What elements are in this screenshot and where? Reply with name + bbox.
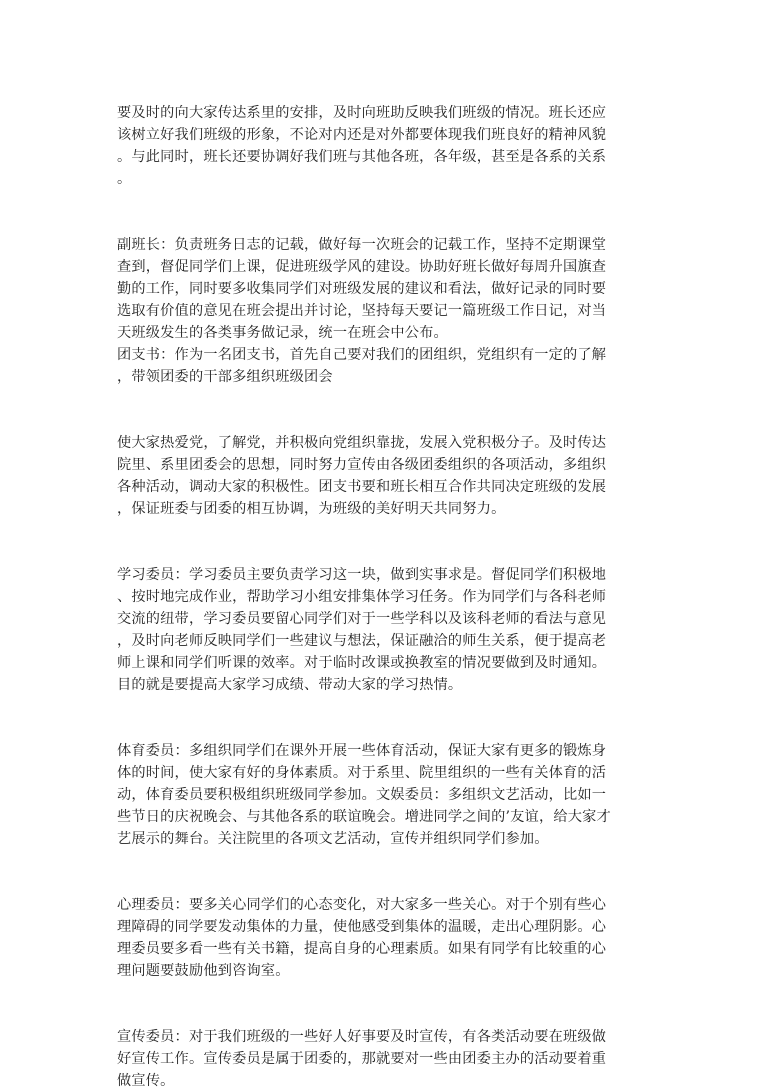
- text-line: 选取有价值的意见在班会提出并讨论，坚持每天要记一篇班级工作日记，对当: [117, 303, 607, 319]
- text-line: 团支书：作为一名团支书，首先自己要对我们的团组织，党组织有一定的了解: [117, 347, 607, 363]
- text-line: 天班级发生的各类事务做记录，统一在班会中公布。: [117, 325, 448, 341]
- text-line: 体的时间，使大家有好的身体素质。对于系里、院里组织的一些有关体育的活: [117, 765, 607, 781]
- text-line: 交流的纽带，学习委员要留心同学们对于一些学科以及该科老师的看法与意见: [117, 611, 607, 627]
- text-line: 理委员要多看一些有关书籍，提高自身的心理素质。如果有同学有比较重的心: [117, 941, 607, 957]
- text-line: 该树立好我们班级的形象，不论对内还是对外都要体现我们班良好的精神风貌: [117, 127, 607, 143]
- text-line: 院里、系里团委会的思想，同时努力宣传由各级团委组织的各项活动，多组织: [117, 457, 607, 473]
- text-line: 。: [117, 171, 132, 187]
- paragraph-gap: [117, 190, 657, 234]
- text-line: ，带领团委的干部多组织班级团会: [117, 369, 333, 385]
- text-line: 动，体育委员要积极组织班级同学参加。文娱委员：多组织文艺活动，比如一: [117, 787, 607, 803]
- text-line: 师上课和同学们听课的效率。对于临时改课或换教室的情况要做到及时通知。: [117, 655, 607, 671]
- paragraph-gap: [117, 696, 657, 740]
- paragraph-vice-monitor: [117, 234, 657, 388]
- paragraph-gap: [117, 982, 657, 1026]
- text-line: 。与此同时，班长还要协调好我们班与其他各班，各年级，甚至是各系的关系: [117, 149, 607, 165]
- paragraph-gap: [117, 520, 657, 564]
- text-line: 心理委员：要多关心同学们的心态变化，对大家多一些关心。对于个别有些心: [117, 897, 607, 913]
- paragraph-study-committee: [117, 564, 657, 696]
- text-line: 要及时的向大家传达系里的安排，及时向班助反映我们班级的情况。班长还应: [117, 105, 607, 121]
- text-line: 勤的工作，同时要多收集同学们对班级发展的建议和看法，做好记录的同时要: [117, 281, 607, 297]
- text-line: 使大家热爱党，了解党，并积极向党组织靠拢，发展入党积极分子。及时传达: [117, 435, 607, 451]
- text-line: 各种活动，调动大家的积极性。团支书要和班长相互合作共同决定班级的发展: [117, 479, 607, 495]
- paragraph-gap: [117, 850, 657, 894]
- text-line: 理问题要鼓励他到咨询室。: [117, 963, 290, 979]
- text-line: 些节日的庆祝晚会、与其他各系的联谊晚会。增进同学之间的’友谊，给大家才: [117, 809, 611, 825]
- paragraph-psychology-committee: [117, 894, 657, 982]
- text-line: 理障碍的同学要发动集体的力量，使他感受到集体的温暖，走出心理阴影。心: [117, 919, 607, 935]
- text-line: 目的就是要提高大家学习成绩、带动大家的学习热情。: [117, 677, 463, 693]
- paragraph-sports-committee: [117, 740, 657, 850]
- text-line: ，保证班委与团委的相互协调，为班级的美好明天共同努力。: [117, 501, 506, 517]
- text-line: 学习委员：学习委员主要负责学习这一块，做到实事求是。督促同学们积极地: [117, 567, 607, 583]
- paragraph-gap: [117, 388, 657, 432]
- text-line: 、按时地完成作业，帮助学习小组安排集体学习任务。作为同学们与各科老师: [117, 589, 607, 605]
- paragraph-class-monitor: [117, 102, 657, 190]
- text-line: 查到，督促同学们上课，促进班级学风的建设。协助好班长做好每周升国旗查: [117, 259, 607, 275]
- text-line: 做宣传。: [117, 1073, 175, 1089]
- text-line: 艺展示的舞台。关注院里的各项文艺活动，宣传并组织同学们参加。: [117, 831, 549, 847]
- paragraph-league-secretary: [117, 432, 657, 520]
- text-line: 好宣传工作。宣传委员是属于团委的，那就要对一些由团委主办的活动要着重: [117, 1051, 607, 1067]
- text-line: 副班长：负责班务日志的记载，做好每一次班会的记载工作，坚持不定期课堂: [117, 237, 607, 253]
- paragraph-publicity-committee: [117, 1026, 657, 1092]
- text-line: 宣传委员：对于我们班级的一些好人好事要及时宣传，有各类活动要在班级做: [117, 1029, 607, 1045]
- text-line: ，及时向老师反映同学们一些建议与想法，保证融洽的师生关系，便于提高老: [117, 633, 607, 649]
- text-line: 体育委员：多组织同学们在课外开展一些体育活动，保证大家有更多的锻炼身: [117, 743, 607, 759]
- document-body: [117, 102, 657, 1092]
